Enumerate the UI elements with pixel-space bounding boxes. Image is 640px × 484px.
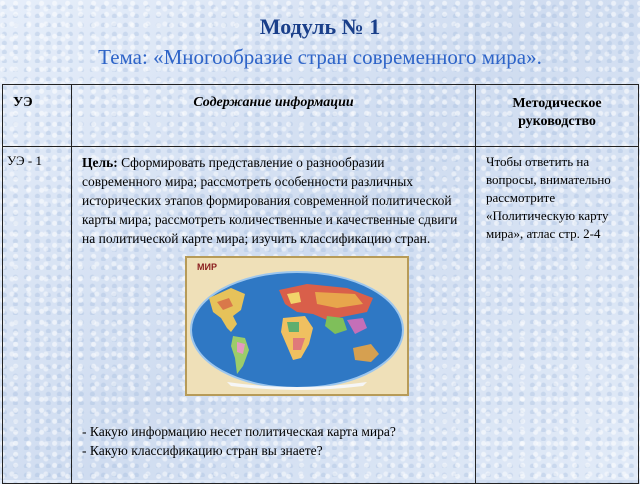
map-title: МИР <box>197 262 217 272</box>
goal-label: Цель: <box>82 155 118 170</box>
question-item: - Какую классификацию стран вы знаете? <box>82 443 323 458</box>
cell-method: Чтобы ответить на вопросы, внимательно рассмотрите «Политическую карту мира», атлас стр. 2-4 <box>476 147 639 484</box>
module-title: Модуль № 1 <box>259 14 381 39</box>
topic-subtitle: Тема: «Многообразие стран современного мира». <box>98 45 542 69</box>
header-content: Содержание информации <box>72 85 476 147</box>
header-method: Методическое руководство <box>476 85 639 147</box>
questions-list <box>82 422 467 460</box>
header-ue: УЭ <box>3 85 72 147</box>
cell-content <box>72 147 476 484</box>
table-row <box>3 147 639 484</box>
goal-paragraph <box>82 153 467 248</box>
cell-ue: УЭ - 1 <box>3 147 72 484</box>
world-political-map-image <box>185 256 409 396</box>
table-header-row <box>3 85 639 147</box>
goal-text: Сформировать представление о разнообразии современного мира; рассмотреть особенности различных исторических этапов формирования современной политической карты мира; рассмотреть количественные и качественные сдвиги на политической карте мира; изучить классификацию стран. <box>82 155 458 246</box>
module-table <box>2 84 639 484</box>
question-item: - Какую информацию несет политическая карта мира? <box>82 424 396 439</box>
